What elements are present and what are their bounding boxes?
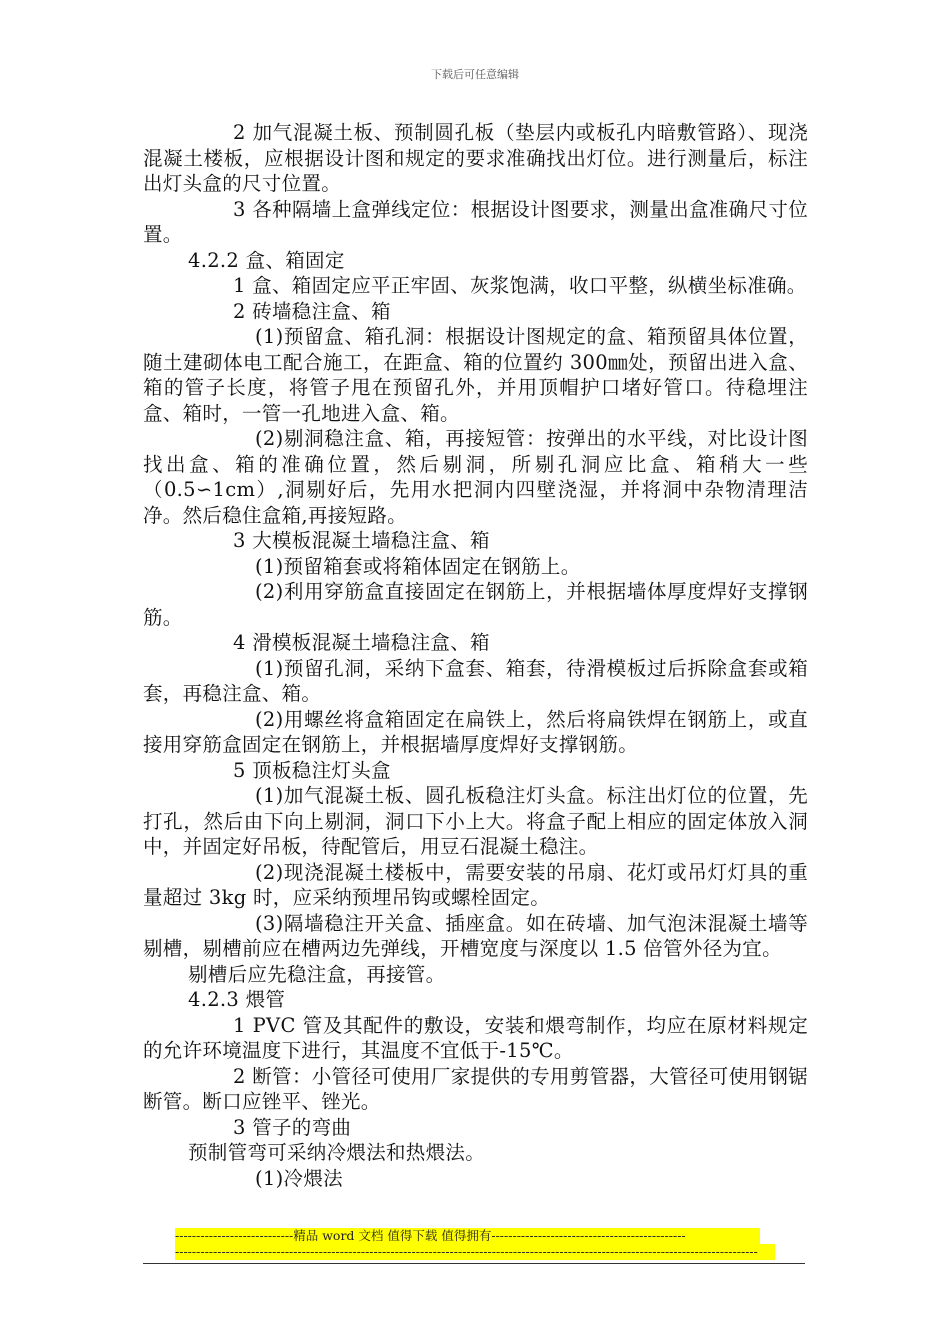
subsection-heading: 4 滑模板混凝土墙稳注盒、箱 xyxy=(233,631,490,654)
subsection-heading: 5 顶板稳注灯头盒 xyxy=(233,758,391,782)
paragraph: (2)现浇混凝土楼板中，需要安装的吊扇、花灯或吊灯灯具的重量超过 3kg 时，应采纳预埋吊钩或螺栓固定。 xyxy=(143,860,808,909)
paragraph: 2 断管：小管径可使用厂家提供的专用剪管器，大管径可使用钢锯断管。断口应锉平、锉光。 xyxy=(143,1064,808,1113)
section-heading: 4.2.3 煨管 xyxy=(188,988,286,1011)
paragraph: (2)用螺丝将盒箱固定在扁铁上，然后将扁铁焊在钢筋上，或直接用穿筋盒固定在钢筋上，并根据墙厚度焊好支撑钢筋。 xyxy=(143,707,808,756)
document-body xyxy=(143,120,808,1191)
subsection-heading: 3 管子的弯曲 xyxy=(233,1115,352,1139)
paragraph: 1 盒、箱固定应平正牢固、灰浆饱满，收口平整，纵横坐标准确。 xyxy=(233,274,807,297)
paragraph: (1)加气混凝土板、圆孔板稳注灯头盒。标注出灯位的位置，先打孔，然后由下向上剔洞，洞口下小上大。将盒子配上相应的固定体放入洞中，并固定好吊板，待配管后，用豆石混凝土稳注。 xyxy=(143,784,808,858)
page-header: 下载后可任意编辑 xyxy=(431,68,519,81)
paragraph: 剔槽后应先稳注盒，再接管。 xyxy=(188,962,446,986)
paragraph: (1)预留盒、箱孔洞：根据设计图规定的盒、箱预留具体位置，随土建砌体电工配合施工，在距盒、箱的位置约 300㎜处，预留出进入盒、箱的管子长度，将管子甩在预留孔外，并用顶帽护口堵好管口。待稳埋注盒、箱时，一管一孔地进入盒、箱。 xyxy=(143,325,808,425)
subsection-heading: 3 大模板混凝土墙稳注盒、箱 xyxy=(233,529,490,552)
footer-divider xyxy=(143,1263,805,1264)
subsection-heading: 2 砖墙稳注盒、箱 xyxy=(233,299,391,323)
paragraph: 3 各种隔墙上盒弹线定位：根据设计图要求，测量出盒准确尺寸位置。 xyxy=(143,197,808,246)
paragraph: (1)冷煨法 xyxy=(255,1166,343,1190)
paragraph: 1 PVC 管及其配件的敷设，安装和煨弯制作，均应在原材料规定的允许环境温度下进行，其温度不宜低于-15℃。 xyxy=(143,1013,808,1062)
paragraph: 预制管弯可采纳冷煨法和热煨法。 xyxy=(188,1141,486,1164)
section-heading: 4.2.2 盒、箱固定 xyxy=(188,248,345,272)
paragraph: (1)预留箱套或将箱体固定在钢筋上。 xyxy=(255,554,581,578)
paragraph: (2)剔洞稳注盒、箱，再接短管：按弹出的水平线，对比设计图找出盒、箱的准确位置，然后剔洞，所剔孔洞应比盒、箱稍大一些（0.5∽1cm）,洞剔好后，先用水把洞内四壁浇湿，并将洞中杂物清理洁净。然后稳住盒箱,再接短路。 xyxy=(143,427,808,527)
paragraph: 2 加气混凝土板、预制圆孔板（垫层内或板孔内暗敷管路）、现浇混凝土楼板，应根据设计图和规定的要求准确找出灯位。进行测量后，标注出灯头盒的尺寸位置。 xyxy=(143,121,808,195)
footer-dashes: ------------------------------------------------------------------------------------------------------------------------------------------ xyxy=(175,1244,775,1260)
paragraph: (2)利用穿筋盒直接固定在钢筋上，并根据墙体厚度焊好支撑钢筋。 xyxy=(143,580,808,629)
paragraph: (1)预留孔洞，采纳下盒套、箱套，待滑模板过后拆除盒套或箱套，再稳注盒、箱。 xyxy=(143,656,808,705)
paragraph: (3)隔墙稳注开关盒、插座盒。如在砖墙、加气泡沫混凝土墙等剔槽，剔槽前应在槽两边先弹线，开槽宽度与深度以 1.5 倍管外径为宜。 xyxy=(143,911,808,960)
footer-banner: ----------------------------精品 word 文档 值得下载 值得拥有---------------------------------------------- xyxy=(175,1228,760,1244)
